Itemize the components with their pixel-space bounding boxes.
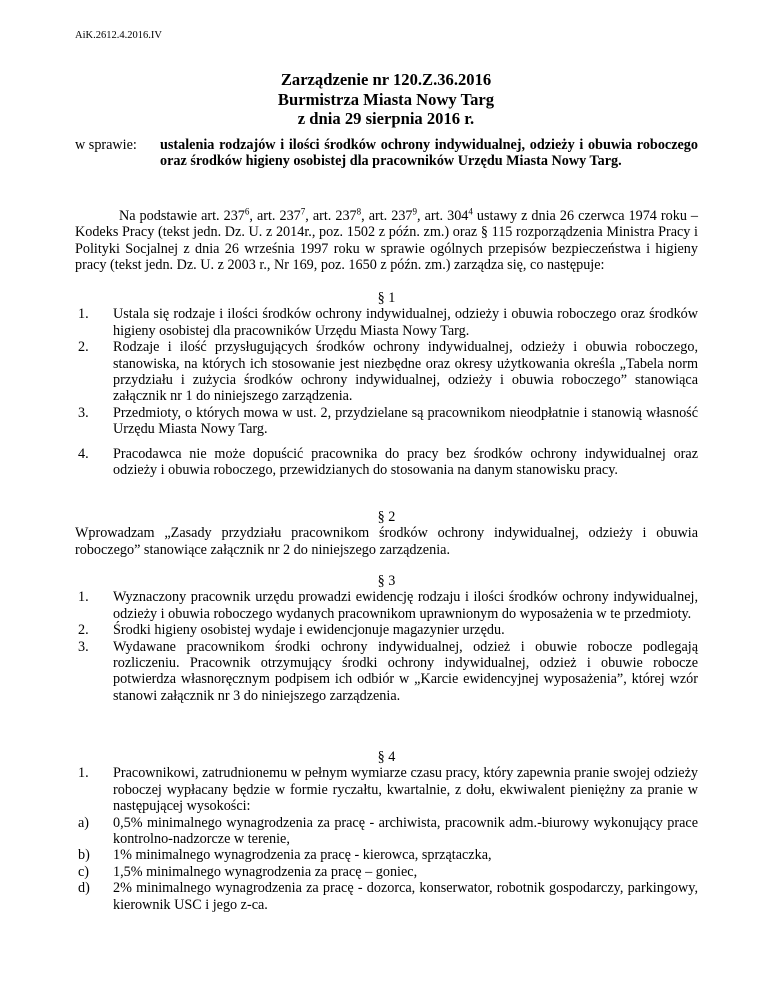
list-item: a) 0,5% minimalnego wynagrodzenia za pracę - archiwista, pracownik adm.-biurowy wykonujący prace kontrolno-nadzorcze w terenie, bbox=[78, 814, 698, 848]
list-item: 4. Pracodawca nie może dopuścić pracownika do pracy bez środków ochrony indywidualnej oraz odzieży i obuwia roboczego, przewidzianych do stosowania na danym stanowisku pracy. bbox=[78, 445, 698, 479]
list-item: 2. Rodzaje i ilość przysługujących środków ochrony indywidualnej, odzieży i obuwia roboczego, stanowiska, na których ich stosowanie jest niezbędne oraz okresy użytkowania określa „Tabela norm przydziału i zużycia środków ochrony indywidualnej, odzieży i obuwia roboczego” stanowiąca załącznik nr 1 do niniejszego zarządzenia. bbox=[78, 339, 698, 405]
list-item: b) 1% minimalnego wynagrodzenia za pracę - kierowca, sprzątaczka, bbox=[78, 847, 492, 864]
section-2-text: Wprowadzam „Zasady przydziału pracownikom środków ochrony indywidualnej, odzieży i obuwia roboczego” stanowiące załącznik nr 2 do niniejszego zarządzenia. bbox=[75, 525, 698, 558]
section-3 bbox=[75, 573, 698, 704]
list-item: 1. Ustala się rodzaje i ilości środków ochrony indywidualnej, odzieży i obuwia roboczego oraz środków higieny osobistej dla pracowników Urzędu Miasta Nowy Targ. bbox=[78, 306, 698, 339]
list-item: c) 1,5% minimalnego wynagrodzenia za pracę – goniec, bbox=[78, 863, 418, 880]
list-item: 1. Pracownikowi, zatrudnionemu w pełnym wymiarze czasu pracy, który zapewnia pranie swojej odzieży roboczej wypłacany będzie w formie ryczałtu, kwartalnie, z dołu, ekwiwalent pieniężny za pranie w następującej wysokości: bbox=[78, 765, 698, 815]
document-title bbox=[240, 70, 532, 129]
intro-paragraph: Na podstawie art. $237^6$, art. $237^7$, art. $237^8$, art. $237^9$, art. $304^4$ ustawy z dnia 26 czerwca 1974 roku – Kodeks Pracy (tekst jedn. Dz. U. z 2014r., poz. 1502 z późn. zm.) oraz § 115 rozporządzenia Ministra Pracy i Polityki Socjalnej z dnia 26 września 1997 roku w sprawie ogólnych przepisów bezpieczeństwa i higieny pracy (tekst jedn. Dz. U. z 2003 r., Nr 169, poz. 1650 z późn. zm.) zarządza się, co następuje: bbox=[75, 206, 699, 274]
section-2 bbox=[75, 509, 698, 558]
list-item: 1. Wyznaczony pracownik urzędu prowadzi ewidencję rodzaju i ilości środków ochrony indywidualnej, odzieży i obuwia roboczego wydanych pracownikom uprawnionym do wyposażenia w te przedmioty. bbox=[78, 589, 698, 622]
section-heading: § 2 bbox=[377, 509, 396, 525]
section-1 bbox=[75, 290, 698, 478]
title-line-1: Zarządzenie nr 120.Z.36.2016 bbox=[280, 70, 492, 89]
subject-text: ustalenia rodzajów i ilości środków ochrony indywidualnej, odzieży i obuwia roboczego oraz środków higieny osobistej dla pracowników Urzędu Miasta Nowy Targ. bbox=[160, 137, 698, 170]
title-line-3: z dnia 29 sierpnia 2016 r. bbox=[297, 109, 475, 128]
title-line-2: Burmistrza Miasta Nowy Targ bbox=[277, 89, 495, 109]
section-4 bbox=[75, 749, 698, 913]
subject-label: w sprawie: bbox=[75, 137, 137, 153]
list-item: d) 2% minimalnego wynagrodzenia za pracę - dozorca, konserwator, robotnik gospodarczy, parkingowy, kierownik USC i jego z-ca. bbox=[78, 880, 698, 913]
list-item: 3. Przedmioty, o których mowa w ust. 2, przydzielane są pracownikom nieodpłatnie i stanowią własność Urzędu Miasta Nowy Targ. bbox=[78, 404, 698, 438]
section-heading: § 1 bbox=[377, 290, 396, 306]
section-heading: § 3 bbox=[377, 573, 396, 589]
section-heading: § 4 bbox=[377, 749, 396, 765]
list-item: 3. Wydawane pracownikom środki ochrony indywidualnej, odzież i obuwie robocze podlegają rozliczeniu. Pracownik otrzymujący środki ochrony indywidualnej, odzież i obuwie robocze potwierdza własnoręcznym podpisem ich odbiór w „Karcie ewidencyjnej wyposażenia”, której wzór stanowi załącznik nr 3 do niniejszego zarządzenia. bbox=[78, 638, 698, 704]
list-item: 2. Środki higieny osobistej wydaje i ewidencjonuje magazynier urzędu. bbox=[78, 622, 505, 639]
document-reference: AiK.2612.4.2016.IV bbox=[75, 30, 162, 41]
